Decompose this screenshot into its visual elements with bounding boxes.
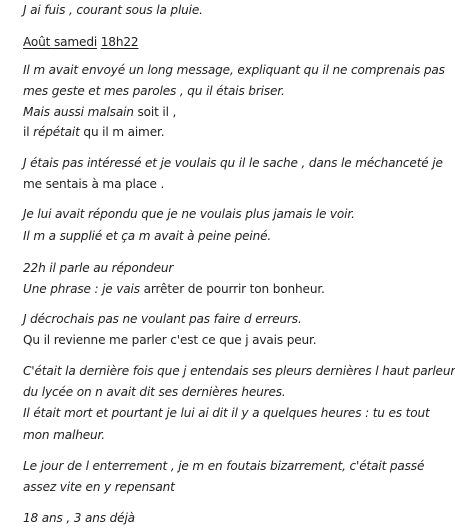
text-line-20: assez vite en y repensant [23,480,175,494]
text-line-14: Qu il revienne me parler c'est ce que j avais peur. [23,333,317,347]
date-heading-time: 18h22 [100,35,139,49]
text-line-18: mon malheur. [23,428,105,442]
date-heading-day: samedi [53,35,98,49]
text-segment: répétait [33,125,80,139]
text-segment: Une phrase : je vais [23,282,144,296]
text-segment: arrêter de pourrir ton bonheur. [143,282,325,296]
text-line-13: J décrochais pas ne voulant pas faire d erreurs. [23,312,302,326]
text-segment: qu il m aimer. [79,125,165,139]
text-line-16: du lycée on n avait dit ses dernières heures. [23,385,286,399]
text-line-3: Il m avait envoyé un long message, expliquant qu il ne comprenais pas [23,63,445,77]
text-line-10: Il m a supplié et ça m avait à peine peiné. [23,229,272,243]
text-segment: Mais aussi malsain [23,105,134,119]
text-line-4: mes geste et mes paroles , qu il étais briser. [23,84,285,98]
text-line-8: me sentais à ma place . [23,177,165,191]
text-line-6 [23,124,164,141]
text-line-5 [23,104,176,121]
date-heading [23,34,138,51]
text-line-21: 18 ans , 3 ans déjà [23,511,135,525]
text-line-7: J étais pas intéressé et je voulais qu il le sache , dans le méchanceté je [23,156,443,170]
text-line-17: Il était mort et pourtant je lui ai dit il y a quelques heures : tu es tout [23,406,430,420]
text-line-9: Je lui avait répondu que je ne voulais plus jamais le voir. [23,207,355,221]
text-line-19: Le jour de l enterrement , je m en foutais bizarrement, c'était passé [23,459,425,473]
text-line-11: 22h il parle au répondeur [23,261,174,275]
date-heading-month: Août [23,35,51,49]
text-segment: soit il , [133,105,177,119]
text-segment: il [23,125,34,139]
text-line-15: C'était la dernière fois que j entendais ses pleurs dernières l haut parleur [23,364,455,378]
text-line-12 [23,281,325,298]
text-line-1: J ai fuis , courant sous la pluie. [23,3,203,17]
